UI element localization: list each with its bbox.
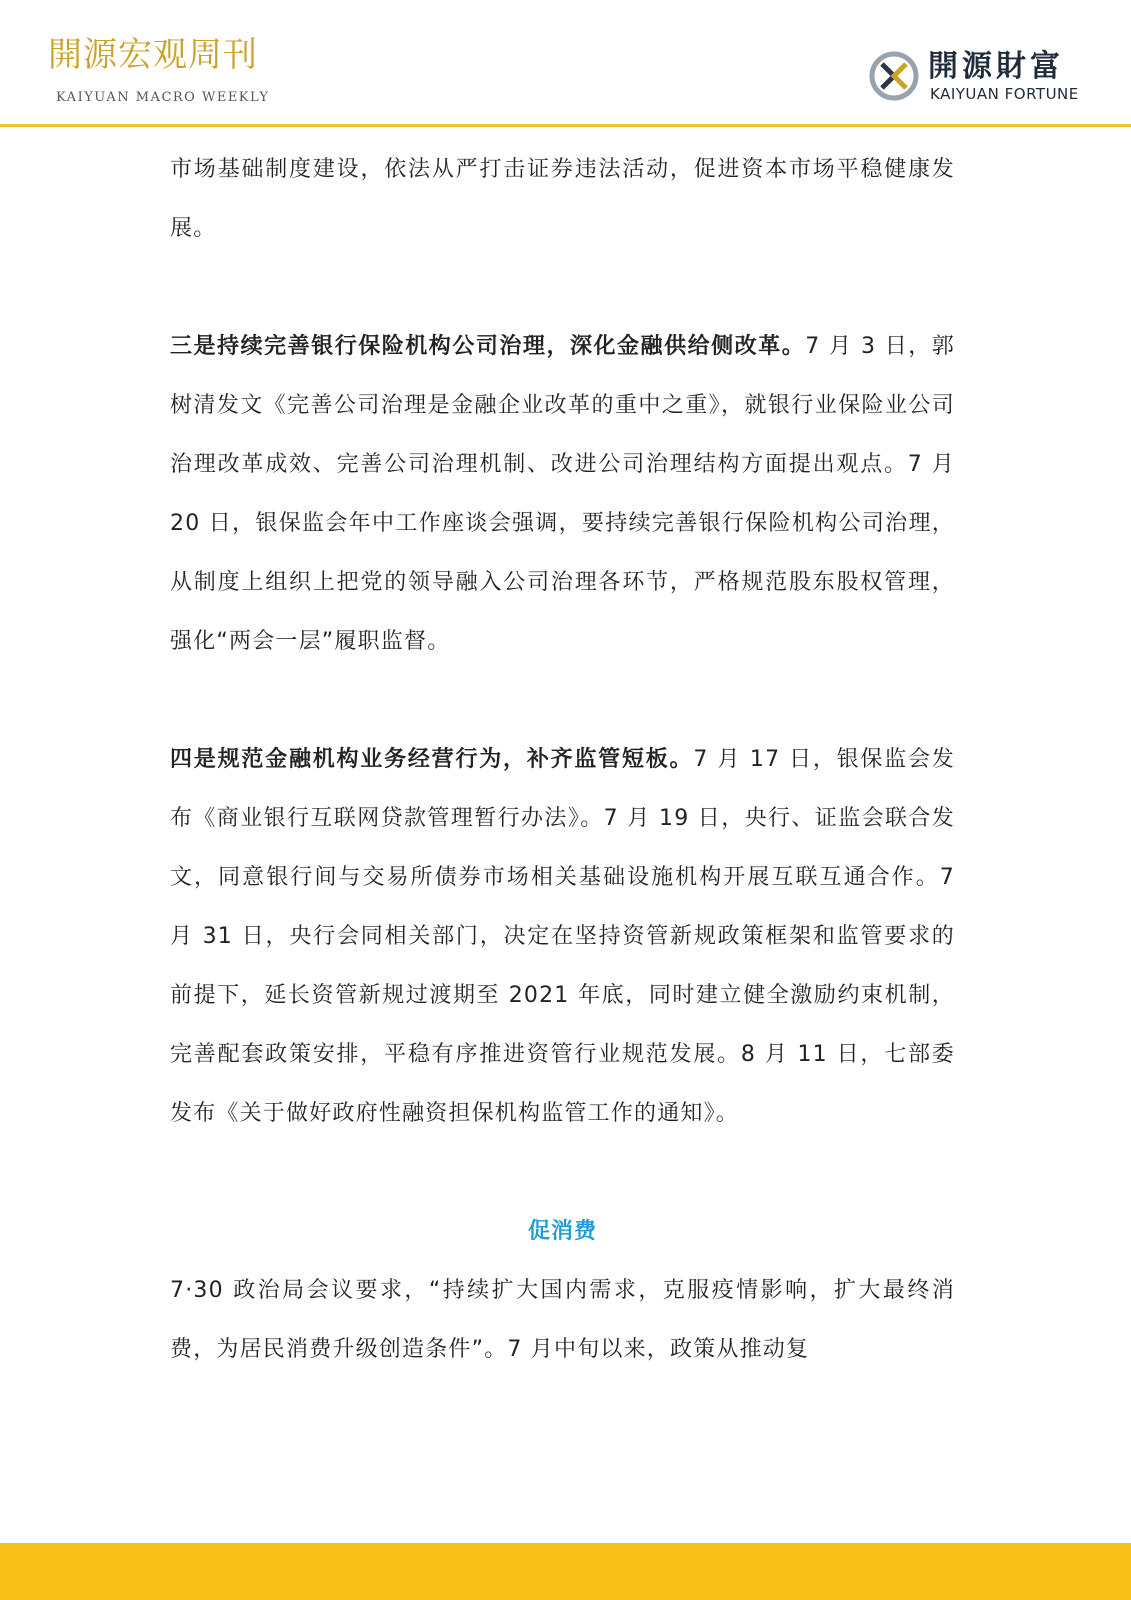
report-subtitle: KAIYUAN MACRO WEEKLY [56, 90, 270, 105]
section-heading-consumption: 促消费 [527, 1219, 597, 1244]
header-rule [0, 124, 1131, 127]
logo-english-text: KAIYUAN FORTUNE [930, 85, 1079, 103]
logo-chinese-text: 開源財富 [928, 49, 1064, 84]
paragraph-spacer [170, 258, 955, 317]
paragraph-bank-governance [170, 317, 955, 671]
paragraph-regulation [170, 730, 955, 1143]
paragraph-spacer [170, 1143, 955, 1202]
paragraph-lead-bold: 四是规范金融机构业务经营行为，补齐监管短板。 [170, 747, 694, 772]
paragraph-text: 7 月 3 日，郭树清发文《完善公司治理是金融企业改革的重中之重》，就银行业保险业公司治理改革成效、完善公司治理机制、改进公司治理结构方面提出观点。7 月 20 日，银保监会年中工作座谈会强调，要持续完善银行保险机构公司治理，从制度上组织上把党的领导融入公司治理各环节，严格规范股东股权管理，强化“两会一层”履职监督。 [170, 334, 955, 654]
paragraph-consumption: 7·30 政治局会议要求，“持续扩大国内需求，克服疫情影响，扩大最终消费，为居民消费升级创造条件”。7 月中旬以来，政策从推动复 [170, 1278, 955, 1362]
report-title: 開源宏观周刊 [48, 35, 258, 75]
footer-bar [0, 1543, 1131, 1600]
company-logo [868, 50, 1088, 110]
paragraph-spacer [170, 671, 955, 730]
article-body [170, 140, 955, 1379]
page-header [0, 0, 1131, 128]
paragraph-text: 7 月 17 日，银保监会发布《商业银行互联网贷款管理暂行办法》。7 月 19 日，央行、证监会联合发文，同意银行间与交易所债券市场相关基础设施机构开展互联互通合作。7 月 31 日，央行会同相关部门，决定在坚持资管新规政策框架和监管要求的前提下，延长资管新规过渡期至 2021 年底，同时建立健全激励约束机制，完善配套政策安排，平稳有序推进资管行业规范发展。8 月 11 日，七部委发布《关于做好政府性融资担保机构监管工作的通知》。 [170, 747, 955, 1126]
kaiyuan-logo-icon [868, 50, 920, 102]
paragraph-lead-bold: 三是持续完善银行保险机构公司治理，深化金融供给侧改革。 [170, 334, 806, 359]
paragraph-capital-market: 市场基础制度建设，依法从严打击证券违法活动，促进资本市场平稳健康发展。 [170, 157, 955, 241]
